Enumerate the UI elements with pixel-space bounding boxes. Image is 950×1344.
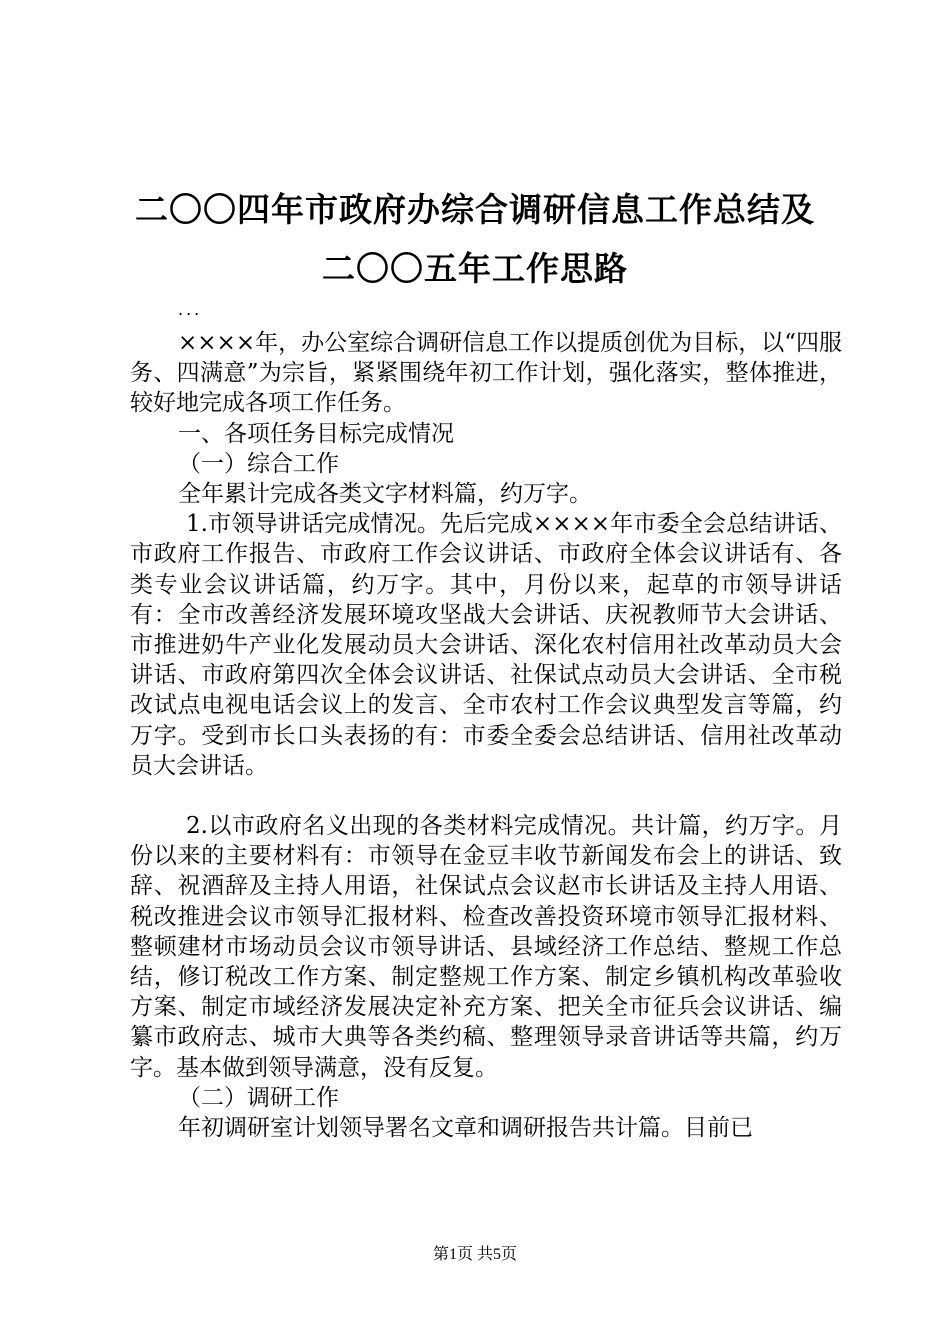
subsection-heading-1: （一）综合工作 xyxy=(178,450,339,477)
page-footer: 第1页 共5页 xyxy=(432,1246,517,1263)
item-paragraph-2: 2.以市政府名义出现的各类材料完成情况。共计篇，约万字。月份以来的主要材料有：市领导在金豆丰收节新闻发布会上的讲话、致辞、祝酒辞及主持人用语，社保试点会议赵市长讲话及主持人用语、税改推进会议市领导汇报材料、检查改善投资环境市领导汇报材料、整顿建材市场动员会议市领导讲话、县域经济工作总结、整规工作总结，修订税改工作方案、制定整规工作方案、制定乡镇机构改革验收方案、制定市域经济发展决定补充方案、把关全市征兵会议讲话、编纂市政府志、城市大典等各类约稿、整理领导录音讲话等共篇，约万字。基本做到领导满意，没有反复。 xyxy=(130,813,842,1081)
document-title-line-2: 二〇〇五年工作思路 xyxy=(322,249,628,288)
ellipsis-marker: ... xyxy=(178,300,203,319)
item-paragraph-1: 1.市领导讲话完成情况。先后完成××××年市委全会总结讲话、市政府工作报告、市政府工作会议讲话、市政府全体会议讲话有、各类专业会议讲话篇，约万字。其中，月份以来，起草的市领导讲话有：全市改善经济发展环境攻坚战大会讲话、庆祝教师节大会讲话、市推进奶牛产业化发展动员大会讲话、深化农村信用社改革动员大会讲话、市政府第四次全体会议讲话、社保试点动员大会讲话、全市税改试点电视电话会议上的发言、全市农村工作会议典型发言等篇，约万字。受到市长口头表扬的有：市委全委会总结讲话、信用社改革动员大会讲话。 xyxy=(130,511,842,779)
subsection-heading-2: （二）调研工作 xyxy=(178,1084,339,1111)
summary-paragraph: 全年累计完成各类文字材料篇，约万字。 xyxy=(178,481,592,508)
document-body xyxy=(130,328,842,1143)
document-title-line-1: 二〇〇四年市政府办综合调研信息工作总结及 xyxy=(135,190,815,229)
intro-paragraph: ××××年，办公室综合调研信息工作以提质创优为目标，以“四服务、四满意”为宗旨，紧紧围绕年初工作计划，强化落实，整体推进，较好地完成各项工作任务。 xyxy=(130,330,842,417)
section-heading-1: 一、各项任务目标完成情况 xyxy=(178,420,454,447)
research-paragraph: 年初调研室计划领导署名文章和调研报告共计篇。目前已 xyxy=(178,1115,753,1142)
